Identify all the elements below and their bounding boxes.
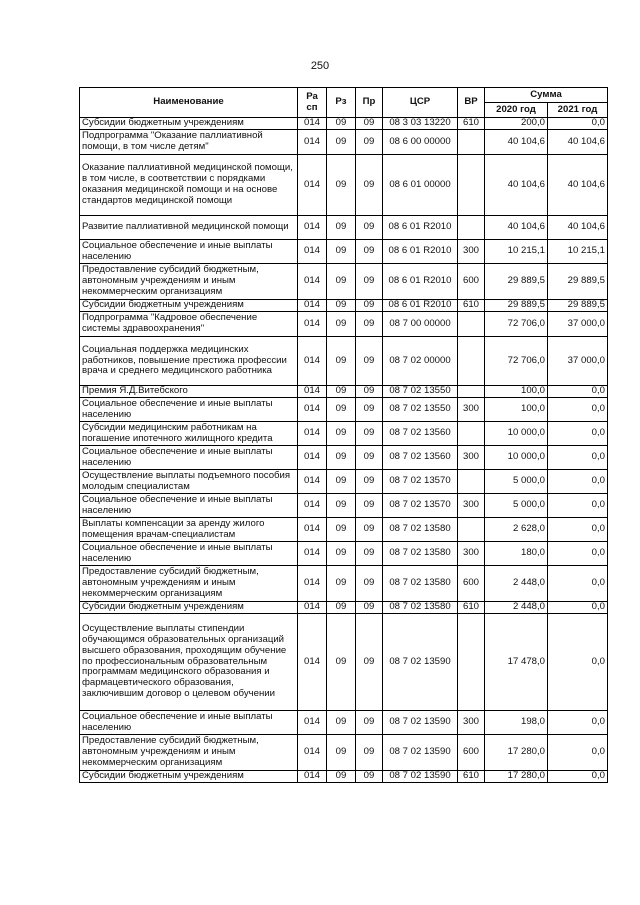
cell-rz: 09 [327,130,356,155]
cell-rz: 09 [327,386,356,398]
cell-sum-2020: 198,0 [485,711,548,735]
cell-sum-2020: 100,0 [485,398,548,422]
cell-rz: 09 [327,155,356,216]
cell-rz: 09 [327,735,356,771]
cell-csr: 08 7 02 13590 [383,711,458,735]
cell-rz: 09 [327,240,356,264]
cell-pr: 09 [356,566,383,602]
header-razdel: Ра сп [298,88,327,118]
header-csr: ЦСР [383,88,458,118]
cell-pr: 09 [356,422,383,446]
cell-vr: 610 [458,602,485,614]
cell-razdel: 014 [298,494,327,518]
cell-name: Осуществление выплаты стипендии обучающимся образовательных организаций высшего образования, проходящим обучение по профессиональным образовательным программам медицинского образования и фармацевтического образования, заключившим договор о целевом обучении [80,614,298,711]
cell-razdel: 014 [298,155,327,216]
cell-sum-2020: 5 000,0 [485,470,548,494]
budget-table [79,87,608,783]
cell-name: Подпрограмма "Оказание паллиативной помощи, в том числе детям" [80,130,298,155]
table-row [80,566,608,602]
cell-pr: 09 [356,470,383,494]
cell-vr: 300 [458,446,485,470]
cell-rz: 09 [327,566,356,602]
cell-sum-2020: 180,0 [485,542,548,566]
cell-pr: 09 [356,337,383,386]
cell-rz: 09 [327,264,356,300]
cell-sum-2020: 40 104,6 [485,130,548,155]
cell-sum-2021: 0,0 [548,566,608,602]
cell-csr: 08 6 00 00000 [383,130,458,155]
cell-sum-2021: 10 215,1 [548,240,608,264]
cell-rz: 09 [327,771,356,783]
cell-sum-2020: 2 628,0 [485,518,548,542]
cell-sum-2021: 0,0 [548,735,608,771]
table-row [80,216,608,240]
cell-pr: 09 [356,398,383,422]
cell-rz: 09 [327,422,356,446]
cell-vr: 300 [458,240,485,264]
cell-razdel: 014 [298,118,327,130]
cell-sum-2020: 2 448,0 [485,602,548,614]
cell-rz: 09 [327,542,356,566]
cell-razdel: 014 [298,312,327,337]
cell-pr: 09 [356,771,383,783]
cell-rz: 09 [327,602,356,614]
table-row [80,130,608,155]
cell-name: Социальное обеспечение и иные выплаты населению [80,398,298,422]
cell-rz: 09 [327,614,356,711]
cell-pr: 09 [356,711,383,735]
cell-vr: 300 [458,542,485,566]
cell-razdel: 014 [298,470,327,494]
cell-csr: 08 7 02 13580 [383,602,458,614]
table-row [80,735,608,771]
cell-razdel: 014 [298,216,327,240]
cell-razdel: 014 [298,518,327,542]
cell-sum-2020: 100,0 [485,386,548,398]
cell-sum-2021: 0,0 [548,614,608,711]
cell-sum-2020: 2 448,0 [485,566,548,602]
cell-csr: 08 7 02 13560 [383,446,458,470]
cell-csr: 08 7 02 13550 [383,386,458,398]
cell-csr: 08 7 02 13550 [383,398,458,422]
cell-name: Субсидии бюджетным учреждениям [80,602,298,614]
cell-pr: 09 [356,312,383,337]
cell-rz: 09 [327,494,356,518]
cell-vr: 610 [458,771,485,783]
cell-sum-2021: 0,0 [548,542,608,566]
cell-sum-2020: 72 706,0 [485,337,548,386]
cell-vr [458,216,485,240]
table-row [80,118,608,130]
cell-rz: 09 [327,446,356,470]
header-pr: Пр [356,88,383,118]
cell-vr: 610 [458,300,485,312]
table-row [80,542,608,566]
cell-sum-2021: 0,0 [548,422,608,446]
cell-pr: 09 [356,446,383,470]
cell-rz: 09 [327,216,356,240]
table-row [80,422,608,446]
cell-pr: 09 [356,614,383,711]
cell-pr: 09 [356,300,383,312]
cell-csr: 08 6 01 00000 [383,155,458,216]
cell-sum-2021: 0,0 [548,398,608,422]
cell-razdel: 014 [298,446,327,470]
header-vr: ВР [458,88,485,118]
cell-sum-2021: 0,0 [548,771,608,783]
cell-vr: 600 [458,566,485,602]
cell-razdel: 014 [298,264,327,300]
cell-razdel: 014 [298,566,327,602]
cell-name: Предоставление субсидий бюджетным, автономным учреждениям и иным некоммерческим организациям [80,735,298,771]
cell-csr: 08 7 02 13580 [383,542,458,566]
cell-sum-2021: 37 000,0 [548,337,608,386]
cell-razdel: 014 [298,542,327,566]
cell-razdel: 014 [298,735,327,771]
table-row [80,337,608,386]
cell-vr [458,337,485,386]
header-sum: Сумма [485,88,608,103]
cell-sum-2020: 5 000,0 [485,494,548,518]
cell-vr [458,422,485,446]
table-body [80,118,608,783]
cell-pr: 09 [356,155,383,216]
table-row [80,312,608,337]
cell-sum-2021: 0,0 [548,118,608,130]
table-row [80,446,608,470]
cell-vr: 600 [458,735,485,771]
cell-name: Социальное обеспечение и иные выплаты населению [80,494,298,518]
cell-csr: 08 7 02 13590 [383,771,458,783]
cell-name: Социальное обеспечение и иные выплаты населению [80,446,298,470]
cell-csr: 08 7 02 13560 [383,422,458,446]
cell-vr [458,614,485,711]
cell-vr: 300 [458,398,485,422]
cell-sum-2021: 0,0 [548,711,608,735]
cell-vr [458,130,485,155]
cell-csr: 08 7 02 00000 [383,337,458,386]
cell-csr: 08 7 02 13570 [383,494,458,518]
cell-sum-2021: 0,0 [548,494,608,518]
cell-csr: 08 6 01 R2010 [383,240,458,264]
cell-name: Предоставление субсидий бюджетным, автономным учреждениям и иным некоммерческим организациям [80,264,298,300]
cell-razdel: 014 [298,130,327,155]
table-row [80,771,608,783]
header-year-2020: 2020 год [485,103,548,118]
cell-pr: 09 [356,264,383,300]
cell-sum-2020: 72 706,0 [485,312,548,337]
cell-name: Предоставление субсидий бюджетным, автономным учреждениям и иным некоммерческим организациям [80,566,298,602]
table-row [80,602,608,614]
cell-sum-2020: 17 280,0 [485,771,548,783]
cell-csr: 08 7 02 13590 [383,735,458,771]
table-row [80,264,608,300]
table-row [80,398,608,422]
cell-rz: 09 [327,337,356,386]
cell-pr: 09 [356,494,383,518]
cell-name: Выплаты компенсации за аренду жилого помещения врачам-специалистам [80,518,298,542]
cell-rz: 09 [327,118,356,130]
cell-vr [458,155,485,216]
cell-csr: 08 6 01 R2010 [383,216,458,240]
cell-csr: 08 7 02 13590 [383,614,458,711]
cell-pr: 09 [356,130,383,155]
header-rz: Рз [327,88,356,118]
table-row [80,470,608,494]
cell-csr: 08 6 01 R2010 [383,300,458,312]
cell-sum-2020: 10 215,1 [485,240,548,264]
cell-sum-2020: 17 280,0 [485,735,548,771]
cell-rz: 09 [327,711,356,735]
cell-vr: 600 [458,264,485,300]
cell-razdel: 014 [298,422,327,446]
cell-sum-2021: 40 104,6 [548,130,608,155]
cell-csr: 08 7 02 13580 [383,566,458,602]
cell-vr [458,470,485,494]
table-row [80,494,608,518]
cell-pr: 09 [356,518,383,542]
cell-vr: 300 [458,711,485,735]
cell-sum-2021: 37 000,0 [548,312,608,337]
cell-razdel: 014 [298,602,327,614]
cell-vr [458,518,485,542]
table-row [80,300,608,312]
cell-sum-2020: 29 889,5 [485,300,548,312]
cell-sum-2021: 0,0 [548,446,608,470]
cell-razdel: 014 [298,240,327,264]
cell-rz: 09 [327,300,356,312]
cell-sum-2021: 40 104,6 [548,216,608,240]
header-year-2021: 2021 год [548,103,608,118]
cell-sum-2021: 40 104,6 [548,155,608,216]
cell-razdel: 014 [298,386,327,398]
cell-sum-2021: 0,0 [548,518,608,542]
cell-pr: 09 [356,240,383,264]
cell-name: Субсидии бюджетным учреждениям [80,300,298,312]
cell-sum-2020: 40 104,6 [485,155,548,216]
cell-sum-2021: 29 889,5 [548,264,608,300]
cell-pr: 09 [356,542,383,566]
page-number: 250 [310,60,330,72]
table-row [80,711,608,735]
cell-csr: 08 3 03 13220 [383,118,458,130]
cell-vr [458,312,485,337]
cell-name: Субсидии бюджетным учреждениям [80,771,298,783]
cell-pr: 09 [356,118,383,130]
cell-razdel: 014 [298,398,327,422]
cell-name: Социальное обеспечение и иные выплаты населению [80,711,298,735]
table-row [80,518,608,542]
cell-sum-2021: 0,0 [548,386,608,398]
cell-csr: 08 7 02 13580 [383,518,458,542]
cell-name: Осуществление выплаты подъемного пособия молодым специалистам [80,470,298,494]
cell-rz: 09 [327,398,356,422]
table-header [80,88,608,118]
cell-sum-2020: 10 000,0 [485,422,548,446]
cell-name: Подпрограмма "Кадровое обеспечение системы здравоохранения" [80,312,298,337]
cell-rz: 09 [327,312,356,337]
table-row [80,386,608,398]
cell-pr: 09 [356,735,383,771]
cell-name: Оказание паллиативной медицинской помощи, в том числе, в соответствии с порядками оказания медицинской помощи и на основе стандартов медицинской помощи [80,155,298,216]
cell-vr: 610 [458,118,485,130]
cell-razdel: 014 [298,337,327,386]
cell-name: Социальное обеспечение и иные выплаты населению [80,542,298,566]
cell-name: Социальное обеспечение и иные выплаты населению [80,240,298,264]
cell-sum-2020: 200,0 [485,118,548,130]
cell-sum-2020: 40 104,6 [485,216,548,240]
cell-csr: 08 7 00 00000 [383,312,458,337]
cell-name: Субсидии медицинским работникам на погашение ипотечного жилищного кредита [80,422,298,446]
cell-sum-2021: 29 889,5 [548,300,608,312]
cell-vr: 300 [458,494,485,518]
cell-rz: 09 [327,470,356,494]
cell-csr: 08 6 01 R2010 [383,264,458,300]
cell-sum-2021: 0,0 [548,470,608,494]
cell-name: Премия Я.Д.Витебского [80,386,298,398]
cell-sum-2020: 10 000,0 [485,446,548,470]
table-row [80,614,608,711]
cell-sum-2020: 17 478,0 [485,614,548,711]
header-name: Наименование [80,88,298,118]
cell-rz: 09 [327,518,356,542]
table-row [80,155,608,216]
cell-razdel: 014 [298,614,327,711]
cell-pr: 09 [356,386,383,398]
cell-razdel: 014 [298,711,327,735]
cell-pr: 09 [356,602,383,614]
cell-sum-2021: 0,0 [548,602,608,614]
cell-csr: 08 7 02 13570 [383,470,458,494]
cell-name: Социальная поддержка медицинских работников, повышение престижа профессии врача и среднего медицинского работника [80,337,298,386]
cell-name: Развитие паллиативной медицинской помощи [80,216,298,240]
cell-razdel: 014 [298,771,327,783]
cell-pr: 09 [356,216,383,240]
cell-razdel: 014 [298,300,327,312]
cell-name: Субсидии бюджетным учреждениям [80,118,298,130]
cell-sum-2020: 29 889,5 [485,264,548,300]
table-row [80,240,608,264]
cell-vr [458,386,485,398]
